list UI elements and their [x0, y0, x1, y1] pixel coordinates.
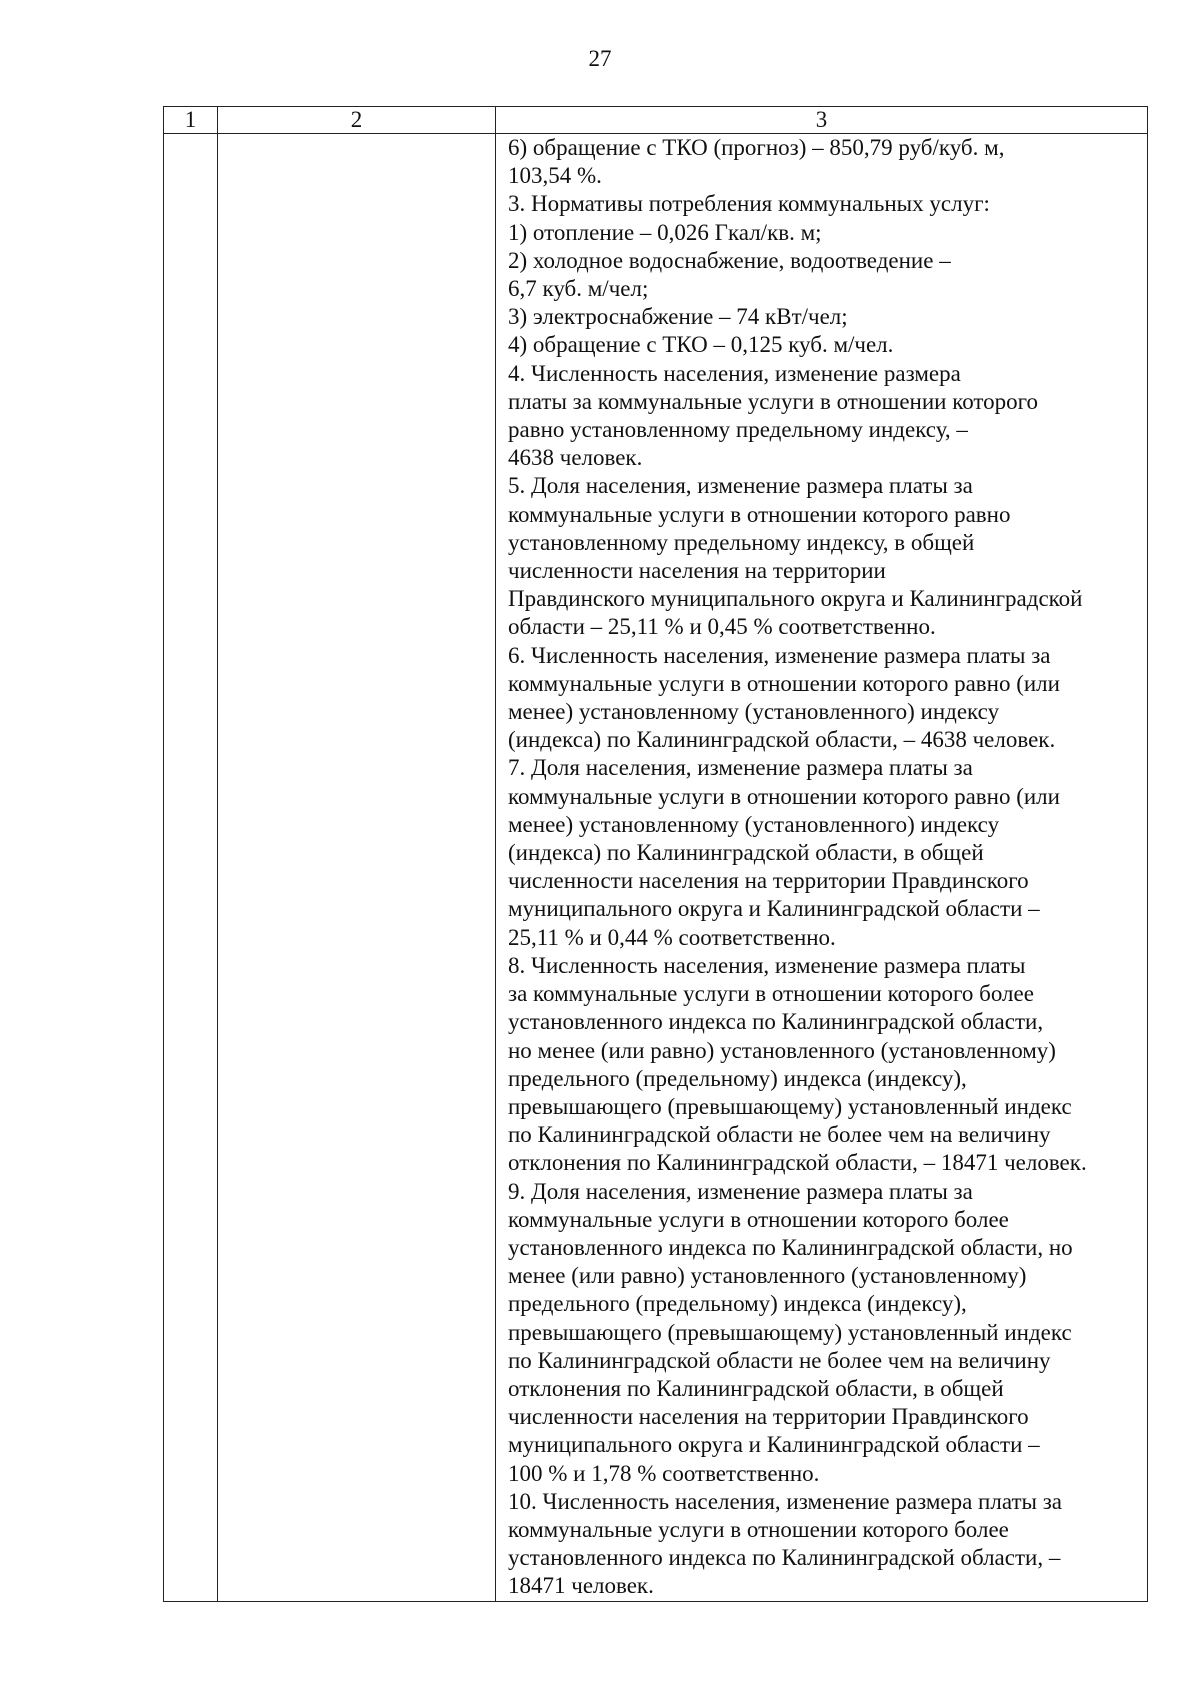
text-line: но менее (или равно) установленного (установленному) — [508, 1037, 1056, 1063]
text-line: 7. Доля населения, изменение размера платы за — [508, 755, 973, 781]
text-line: менее) установленному (установленного) индексу — [508, 699, 1000, 725]
text-line: 5. Доля населения, изменение размера платы за — [508, 473, 973, 499]
text-line: коммунальные услуги в отношении которого равно (или — [508, 783, 1060, 809]
text-line: менее (или равно) установленного (установленному) — [508, 1263, 1027, 1289]
text-line: 10. Численность населения, изменение размера платы за — [508, 1488, 1062, 1514]
text-line: менее) установленному (установленного) индексу — [508, 811, 1000, 837]
text-line: 100 % и 1,78 % соответственно. — [508, 1460, 820, 1486]
text-line: муниципального округа и Калининградской области – — [508, 1432, 1040, 1458]
text-line: 4638 человек. — [508, 445, 643, 471]
table-header-row — [164, 107, 1148, 134]
cell-col-1 — [164, 134, 218, 1602]
text-line: предельного (предельному) индекса (индексу), — [508, 1291, 967, 1317]
document-table — [163, 106, 1148, 1602]
text-line: за коммунальные услуги в отношении которого более — [508, 981, 1034, 1007]
text-line: 6. Численность населения, изменение размера платы за — [508, 642, 1051, 668]
text-line: установленному предельному индексу, в общей — [508, 529, 975, 555]
text-line: коммунальные услуги в отношении которого более — [508, 1516, 1009, 1542]
text-line: численности населения на территории Правдинского — [508, 1404, 1029, 1430]
text-line: области – 25,11 % и 0,45 % соответственно. — [508, 614, 936, 640]
text-line: 3) электроснабжение – 74 кВт/чел; — [508, 304, 848, 330]
text-line: 8. Численность населения, изменение размера платы — [508, 952, 1026, 978]
text-line: установленного индекса по Калининградской области, — [508, 1009, 1044, 1035]
text-line: платы за коммунальные услуги в отношении которого — [508, 388, 1039, 414]
text-line: численности населения на территории Правдинского — [508, 868, 1029, 894]
text-line: 25,11 % и 0,44 % соответственно. — [508, 924, 836, 950]
text-line: по Калининградской области не более чем на величину — [508, 1347, 1051, 1373]
cell-col-2 — [218, 134, 496, 1602]
text-line: установленного индекса по Калининградской области, – — [508, 1545, 1061, 1571]
text-line: коммунальные услуги в отношении которого равно (или — [508, 670, 1060, 696]
table-body-row — [164, 134, 1148, 1602]
col-3-text — [496, 134, 1147, 1601]
text-line: отклонения по Калининградской области, в общей — [508, 1375, 1004, 1401]
text-line: Правдинского муниципального округа и Калининградской — [508, 586, 1083, 612]
text-line: превышающего (превышающему) установленный индекс — [508, 1093, 1072, 1119]
text-line: 4) обращение с ТКО – 0,125 куб. м/чел. — [508, 332, 894, 358]
text-line: отклонения по Калининградской области, – 18471 человек. — [508, 1150, 1087, 1176]
text-line: 2) холодное водоснабжение, водоотведение – — [508, 247, 951, 273]
text-line: предельного (предельному) индекса (индексу), — [508, 1065, 967, 1091]
text-line: 103,54 %. — [508, 163, 602, 189]
header-col-1: 1 — [164, 107, 218, 134]
text-line: по Калининградской области не более чем на величину — [508, 1122, 1051, 1148]
text-line: (индекса) по Калининградской области, – 4638 человек. — [508, 727, 1056, 753]
text-line: коммунальные услуги в отношении которого более — [508, 1206, 1009, 1232]
text-line: установленного индекса по Калининградской области, но — [508, 1234, 1073, 1260]
text-line: 18471 человек. — [508, 1573, 654, 1599]
text-line: 6,7 куб. м/чел; — [508, 276, 649, 302]
text-line: коммунальные услуги в отношении которого равно — [508, 501, 1011, 527]
page-number: 27 — [588, 46, 612, 71]
text-line: численности населения на территории — [508, 558, 886, 584]
text-line: (индекса) по Калининградской области, в общей — [508, 840, 984, 866]
text-line: превышающего (превышающему) установленный индекс — [508, 1319, 1072, 1345]
header-col-2: 2 — [218, 107, 496, 134]
header-col-3: 3 — [496, 107, 1148, 134]
text-line: 6) обращение с ТКО (прогноз) – 850,79 руб/куб. м, — [508, 135, 1005, 160]
text-line: равно установленному предельному индексу, – — [508, 417, 968, 443]
cell-col-3 — [496, 134, 1148, 1602]
text-line: 9. Доля населения, изменение размера платы за — [508, 1178, 973, 1204]
text-line: 1) отопление – 0,026 Гкал/кв. м; — [508, 219, 822, 245]
text-line: 4. Численность населения, изменение размера — [508, 360, 961, 386]
text-line: 3. Нормативы потребления коммунальных услуг: — [508, 191, 990, 217]
text-line: муниципального округа и Калининградской области – — [508, 896, 1040, 922]
